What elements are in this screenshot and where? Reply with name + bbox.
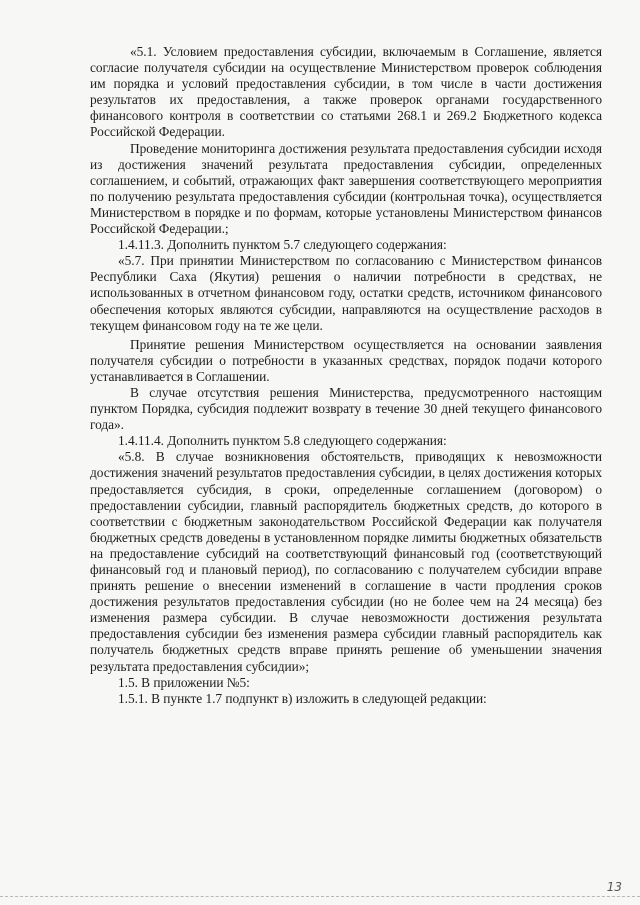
paragraph-1-4-11-3: 1.4.11.3. Дополнить пунктом 5.7 следующего содержания: bbox=[118, 237, 447, 253]
paragraph-5-1: «5.1. Условием предоставления субсидии, включаемым в Соглашение, является согласие получателя субсидии на осуществление Министерством проверок соблюдения им порядка и условий предоставления субсидии, в том числе в части достижения результатов их предоставления, а также проверок органами государственного финансового контроля в соответствии со статьями 268.1 и 269.2 Бюджетного кодекса Российской Федерации. bbox=[90, 44, 602, 140]
paragraph-decision: Принятие решения Министерством осуществляется на основании заявления получателя субсидии о потребности в указанных средствах, порядок подачи которого устанавливается в Соглашении. bbox=[90, 336, 602, 384]
scan-edge-line bbox=[0, 896, 640, 897]
paragraph-5-7: «5.7. При принятии Министерством по согласованию с Министерством финансов Республики Саха (Якутия) решения о наличии потребности в средствах, не использованных в отчетном финансовом году, остатки средств, источником финансового обеспечения которых являются субсидии, направляются на осуществление расходов в текущем финансовом году на те же цели. bbox=[90, 253, 602, 333]
paragraph-1-4-11-4: 1.4.11.4. Дополнить пунктом 5.8 следующего содержания: bbox=[118, 433, 447, 449]
paragraph-monitoring: Проведение мониторинга достижения результата предоставления субсидии исходя из достижения значений результата предоставления субсидии, определенных соглашением, и событий, отражающих факт завершения соответствующего мероприятия по получению результата предоставления субсидии (контрольная точка), осуществляется Министерством в порядке и по формам, которые установлены Министерством финансов Российской Федерации.; bbox=[90, 140, 602, 237]
paragraph-1-5: 1.5. В приложении №5: bbox=[118, 674, 250, 690]
document-body bbox=[90, 44, 602, 707]
paragraph-1-5-1: 1.5.1. В пункте 1.7 подпункт в) изложить в следующей редакции: bbox=[118, 690, 487, 706]
paragraph-no-decision: В случае отсутствия решения Министерства, предусмотренного настоящим пунктом Порядка, субсидия подлежит возврату в течение 30 дней текущего финансового года». bbox=[90, 384, 602, 433]
paragraph-5-8: «5.8. В случае возникновения обстоятельств, приводящих к невозможности достижения значений результатов предоставления субсидии, в целях достижения которых предоставляется субсидия, в сроки, определенные соглашением (договором) о предоставлении субсидии, главный распорядитель бюджетных средств, до которого в соответствии с бюджетным законодательством Российской Федерации как получателя бюджетных средств доведены в установленном порядке лимиты бюджетных обязательств на предоставление субсидий на соответствующий финансовый год (соответствующий финансовый год и плановый период), по согласованию с получателем субсидии вправе принять решение о внесении изменений в соглашение в части продления сроков достижения результатов предоставления субсидии (но не более чем на 24 месяца) без изменения размера субсидии. В случае невозможности достижения результата предоставления субсидии без изменения размера субсидии главный распорядитель как получатель бюджетных средств вправе принять решение об уменьшении значения результата предоставления субсидии»; bbox=[90, 449, 602, 674]
handwritten-page-number: 13 bbox=[606, 880, 622, 894]
